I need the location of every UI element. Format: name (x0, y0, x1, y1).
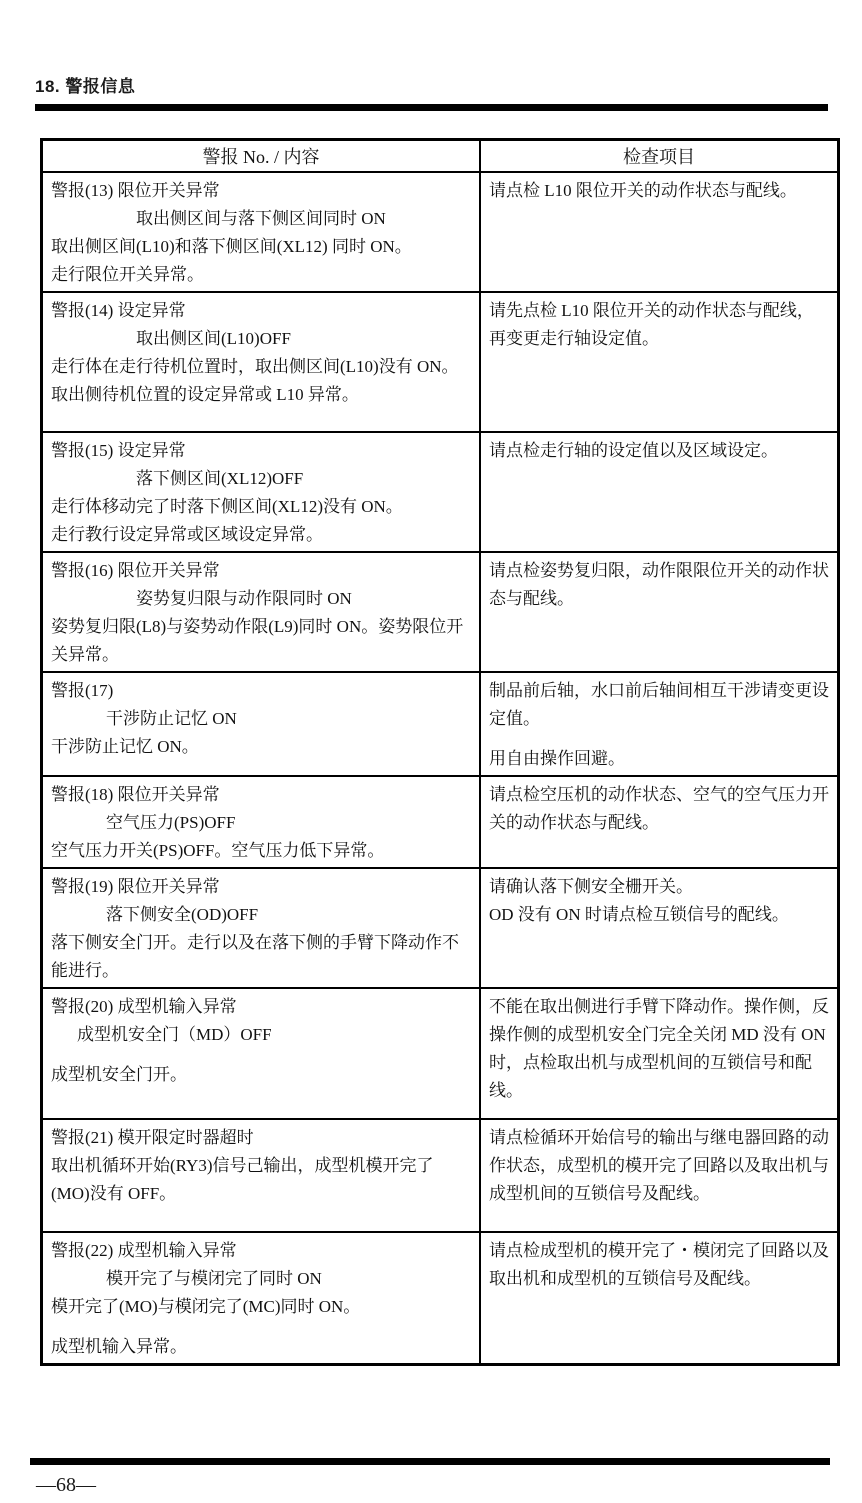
alarm-content-cell (42, 988, 481, 1119)
footer-rule (30, 1458, 830, 1465)
alarm-content-cell (42, 552, 481, 672)
alarm-text-line: 落下侧区间(XL12)OFF (136, 469, 304, 488)
alarm-text-line: 成型机输入异常。 (51, 1337, 187, 1356)
check-item-cell (480, 1119, 839, 1232)
table-row (42, 868, 839, 988)
check-text-line: 请点检走行轴的设定值以及区域设定。 (489, 441, 778, 460)
check-item-cell (480, 1232, 839, 1365)
check-text-line: 请点检空压机的动作状态、空气的空气压力开关的动作状态与配线。 (489, 785, 829, 832)
check-item-cell (480, 868, 839, 988)
alarm-text-line: 警报(16) 限位开关异常 (51, 561, 220, 580)
alarm-text-line: 取出侧待机位置的设定异常或 L10 异常。 (51, 385, 359, 404)
alarm-text-line: 警报(17) (51, 681, 114, 700)
alarm-text-line: 走行限位开关异常。 (51, 265, 204, 284)
alarm-text-line: 成型机安全门开。 (51, 1065, 187, 1084)
check-item-cell (480, 292, 839, 432)
check-text-line: 请点检循环开始信号的输出与继电器回路的动作状态，成型机的模开完了回路以及取出机与成型机间的互锁信号及配线。 (489, 1128, 829, 1203)
table-row (42, 172, 839, 292)
alarm-content-cell (42, 172, 481, 292)
alarm-content-cell (42, 1232, 481, 1365)
check-item-cell (480, 988, 839, 1119)
document-header (35, 72, 828, 111)
alarm-text-line: 姿势复归限(L8)与姿势动作限(L9)同时 ON。姿势限位开关异常。 (51, 617, 464, 664)
table-row (42, 292, 839, 432)
alarm-text-line: 姿势复归限与动作限同时 ON (136, 589, 352, 608)
alarm-text-line: 警报(13) 限位开关异常 (51, 181, 220, 200)
title-rule (35, 104, 828, 111)
alarm-content-cell (42, 292, 481, 432)
section-title: 18. 警报信息 (35, 77, 136, 96)
check-text-line: 制品前后轴，水口前后轴间相互干涉请变更设定值。 (489, 681, 829, 728)
alarm-text-line: 走行体移动完了时落下侧区间(XL12)没有 ON。 (51, 497, 403, 516)
alarm-content-cell (42, 776, 481, 868)
check-text-line: 请先点检 L10 限位开关的动作状态与配线，再变更走行轴设定值。 (489, 301, 814, 348)
check-text-line: 请点检姿势复归限，动作限限位开关的动作状态与配线。 (489, 561, 829, 608)
alarm-text-line: 取出侧区间(L10)OFF (136, 329, 291, 348)
alarm-text-line: 取出机循环开始(RY3)信号己输出，成型机模开完了(MO)没有 OFF。 (51, 1156, 434, 1203)
alarm-text-line: 走行体在走行待机位置时，取出侧区间(L10)没有 ON。 (51, 357, 459, 376)
page-number: —68— (36, 1474, 96, 1496)
document-footer (30, 1458, 830, 1497)
column-header-check-item: 检查项目 (480, 140, 839, 173)
alarm-text-line: 警报(21) 模开限定时器超时 (51, 1128, 254, 1147)
alarm-text-line: 警报(22) 成型机输入异常 (51, 1241, 237, 1260)
table-header-row (42, 140, 839, 173)
alarm-text-line: 警报(14) 设定异常 (51, 301, 186, 320)
check-text-line: OD 没有 ON 时请点检互锁信号的配线。 (489, 905, 789, 924)
alarm-text-line: 成型机安全门（MD）OFF (77, 1025, 272, 1044)
check-text-line: 请确认落下侧安全栅开关。 (489, 877, 693, 896)
table-row (42, 552, 839, 672)
alarm-text-line: 警报(18) 限位开关异常 (51, 785, 220, 804)
alarm-text-line: 空气压力(PS)OFF (106, 813, 236, 832)
alarm-content-cell (42, 1119, 481, 1232)
table-row (42, 1232, 839, 1365)
check-text-line: 请点检成型机的模开完了・模闭完了回路以及取出机和成型机的互锁信号及配线。 (489, 1241, 829, 1288)
check-item-cell (480, 432, 839, 552)
table-row (42, 1119, 839, 1232)
alarm-text-line: 模开完了(MO)与模闭完了(MC)同时 ON。 (51, 1297, 361, 1316)
alarm-content-cell (42, 868, 481, 988)
table-row (42, 776, 839, 868)
check-text-line: 不能在取出侧进行手臂下降动作。操作侧，反操作侧的成型机安全门完全关闭 MD 没有 ON 时，点检取出机与成型机间的互锁信号和配线。 (489, 997, 829, 1100)
alarm-text-line: 警报(15) 设定异常 (51, 441, 186, 460)
column-header-alarm-no-content: 警报 No. / 内容 (42, 140, 481, 173)
table-row (42, 988, 839, 1119)
alarm-text-line: 落下侧安全门开。走行以及在落下侧的手臂下降动作不能进行。 (51, 933, 459, 980)
alarm-text-line: 落下侧安全(OD)OFF (106, 905, 259, 924)
alarm-table-body (42, 172, 839, 1365)
alarm-table (40, 138, 840, 1366)
check-item-cell (480, 172, 839, 292)
alarm-table-head (42, 140, 839, 173)
check-item-cell (480, 672, 839, 776)
check-item-cell (480, 776, 839, 868)
alarm-text-line: 警报(20) 成型机输入异常 (51, 997, 237, 1016)
alarm-text-line: 取出侧区间(L10)和落下侧区间(XL12) 同时 ON。 (51, 237, 412, 256)
alarm-text-line: 干涉防止记忆 ON (106, 709, 237, 728)
check-text-line: 用自由操作回避。 (489, 749, 625, 768)
check-text-line: 请点检 L10 限位开关的动作状态与配线。 (489, 181, 797, 200)
alarm-text-line: 取出侧区间与落下侧区间同时 ON (136, 209, 386, 228)
alarm-content-cell (42, 672, 481, 776)
alarm-text-line: 模开完了与模闭完了同时 ON (106, 1269, 322, 1288)
alarm-text-line: 空气压力开关(PS)OFF。空气压力低下异常。 (51, 841, 385, 860)
alarm-content-cell (42, 432, 481, 552)
table-row (42, 432, 839, 552)
check-item-cell (480, 552, 839, 672)
table-row (42, 672, 839, 776)
alarm-text-line: 走行教行设定异常或区域设定异常。 (51, 525, 323, 544)
alarm-text-line: 警报(19) 限位开关异常 (51, 877, 220, 896)
alarm-text-line: 干涉防止记忆 ON。 (51, 737, 199, 756)
